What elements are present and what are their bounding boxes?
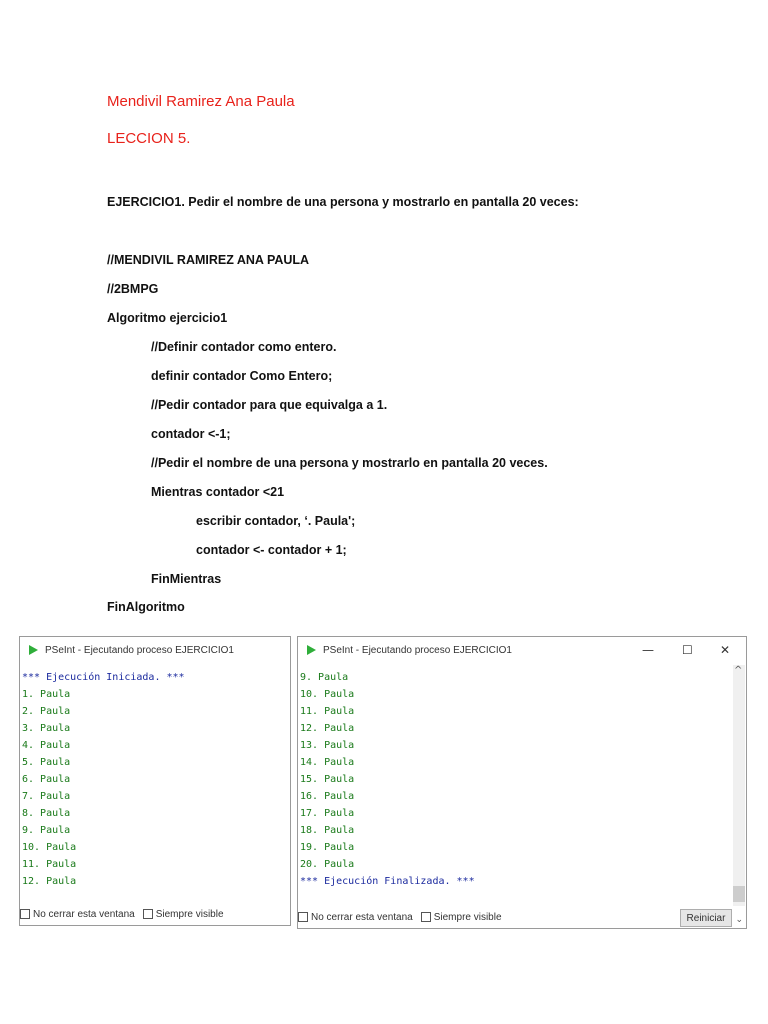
checkbox-label: Siempre visible [433, 911, 502, 923]
code-line: Mientras contador <21 [151, 485, 285, 499]
code-line: //MENDIVIL RAMIREZ ANA PAULA [107, 253, 310, 267]
code-line: definir contador Como Entero; [151, 369, 333, 383]
scroll-up-icon[interactable]: ^ [734, 665, 743, 676]
console-output [298, 669, 475, 890]
code-line: escribir contador, ‘. Paula'; [196, 514, 356, 528]
author-name: Mendivil Ramirez Ana Paula [107, 93, 295, 110]
minimize-button[interactable]: — [642, 643, 654, 657]
bottom-bar [298, 906, 746, 928]
console-line: 8. Paula [22, 808, 71, 819]
console-line: 11. Paula [300, 706, 355, 717]
console-line: 3. Paula [22, 723, 71, 734]
pseint-app-icon [307, 645, 316, 655]
console-line: 14. Paula [300, 757, 355, 768]
console-line: 9. Paula [22, 825, 71, 836]
checkbox-label: No cerrar esta ventana [311, 911, 413, 923]
scroll-down-icon[interactable]: ⌄ [735, 915, 743, 925]
scroll-thumb[interactable] [733, 886, 745, 902]
code-line: FinAlgoritmo [107, 600, 185, 614]
checkbox-label: No cerrar esta ventana [33, 908, 135, 920]
console-line: 6. Paula [22, 774, 71, 785]
bottom-bar [20, 903, 290, 925]
console-output [20, 669, 185, 890]
no-close-checkbox[interactable] [298, 912, 413, 923]
checkbox-box[interactable] [421, 912, 431, 922]
code-line: //2BMPG [107, 282, 159, 296]
console-line: 12. Paula [300, 723, 355, 734]
maximize-button[interactable]: ☐ [682, 643, 693, 657]
checkbox-box[interactable] [143, 909, 153, 919]
code-line: Algoritmo ejercicio1 [107, 311, 228, 325]
console-line: 19. Paula [300, 842, 355, 853]
code-line: //Pedir contador para que equivalga a 1. [151, 398, 388, 412]
console-window-left [19, 636, 291, 926]
code-line: //Definir contador como entero. [151, 340, 337, 354]
console-line: 17. Paula [300, 808, 355, 819]
checkbox-box[interactable] [298, 912, 308, 922]
vertical-scrollbar[interactable] [733, 665, 745, 906]
console-line: 13. Paula [300, 740, 355, 751]
console-line: 7. Paula [22, 791, 71, 802]
lesson-title: LECCION 5. [107, 130, 191, 147]
console-line: 16. Paula [300, 791, 355, 802]
code-line: contador <- contador + 1; [196, 543, 347, 557]
console-line: 1. Paula [22, 689, 71, 700]
console-line: 4. Paula [22, 740, 71, 751]
close-button[interactable]: ✕ [720, 643, 731, 657]
console-line: 15. Paula [300, 774, 355, 785]
code-line: FinMientras [151, 572, 222, 586]
exercise-statement: EJERCICIO1. Pedir el nombre de una persona y mostrarlo en pantalla 20 veces: [107, 195, 579, 209]
console-line: 11. Paula [22, 859, 77, 870]
code-line: contador <-1; [151, 427, 231, 441]
console-line: 2. Paula [22, 706, 71, 717]
title-bar[interactable] [20, 637, 290, 663]
window-title: PSeInt - Ejecutando proceso EJERCICIO1 [45, 644, 234, 656]
console-line: 5. Paula [22, 757, 71, 768]
console-line: 9. Paula [300, 672, 349, 683]
console-line: *** Ejecución Finalizada. *** [300, 876, 475, 887]
console-line: 20. Paula [300, 859, 355, 870]
title-bar[interactable] [298, 637, 746, 663]
console-line: *** Ejecución Iniciada. *** [22, 672, 185, 683]
checkbox-box[interactable] [20, 909, 30, 919]
code-line: //Pedir el nombre de una persona y mostrarlo en pantalla 20 veces. [151, 456, 548, 470]
no-close-checkbox[interactable] [20, 909, 135, 920]
always-visible-checkbox[interactable] [143, 909, 224, 920]
console-line: 18. Paula [300, 825, 355, 836]
console-window-right [297, 636, 747, 929]
checkbox-label: Siempre visible [155, 908, 224, 920]
restart-button[interactable]: Reiniciar [680, 909, 732, 927]
console-line: 10. Paula [300, 689, 355, 700]
window-title: PSeInt - Ejecutando proceso EJERCICIO1 [323, 644, 512, 656]
pseint-app-icon [29, 645, 38, 655]
console-line: 10. Paula [22, 842, 77, 853]
console-line: 12. Paula [22, 876, 77, 887]
always-visible-checkbox[interactable] [421, 912, 502, 923]
